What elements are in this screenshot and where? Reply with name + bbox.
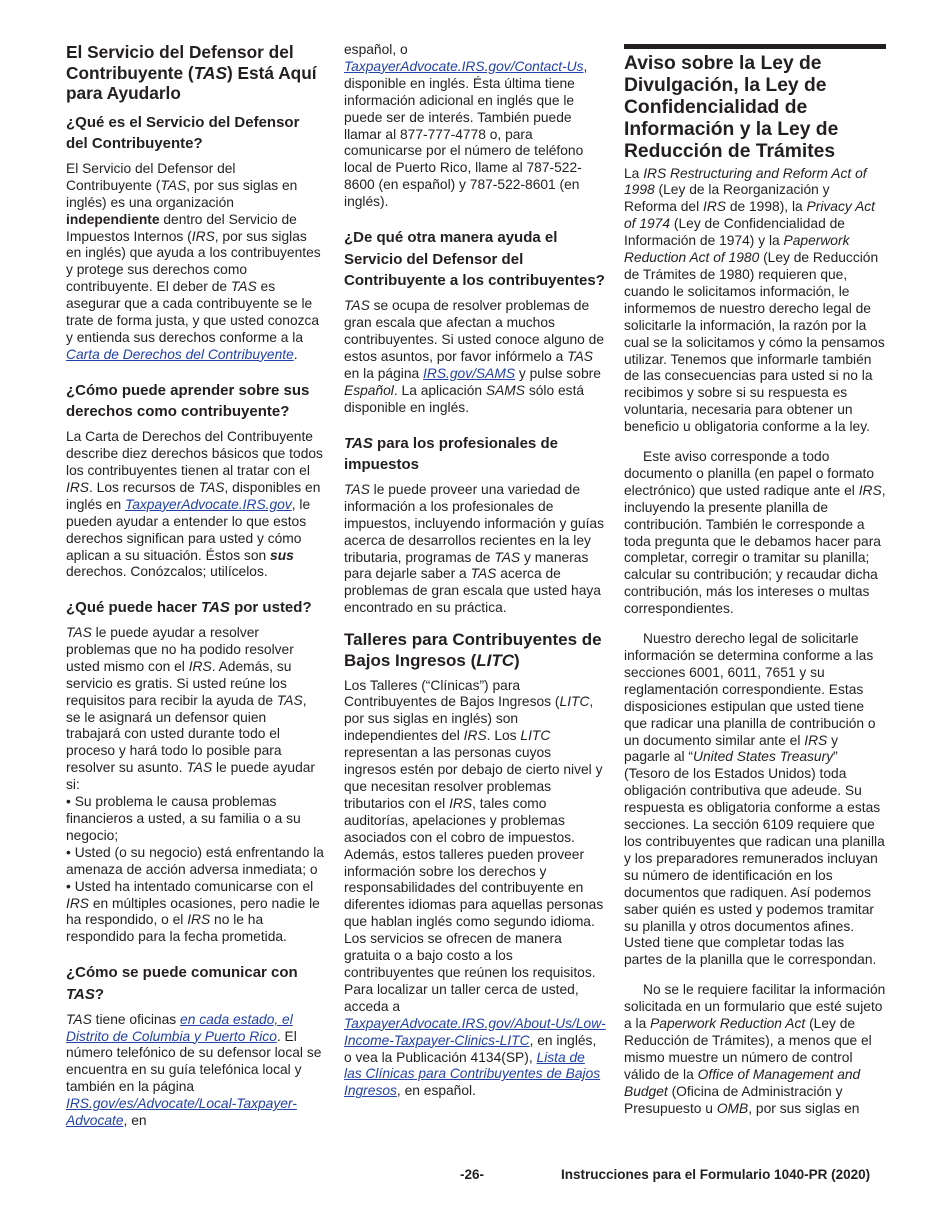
- heading-profesionales: TAS para los profesionales de impuestos: [344, 434, 558, 474]
- column-left: [66, 42, 324, 1130]
- paragraph-contacto-continuacion: español, o TaxpayerAdvocate.IRS.gov/Contact-Us, disponible en inglés. Ésta última tiene información adicional en inglés que le puede ser de interés. También puede llamar al 877-777-4778 o, para comunicarse por el número de teléfono local de Puerto Rico, llame al 787-522-8600 (en español) y 787-522-8601 (en inglés).: [344, 42, 588, 210]
- link-oficinas-estado[interactable]: en cada estado, el Distrito de Columbia y Puerto Rico: [66, 1011, 293, 1044]
- heading-que-es: ¿Qué es el Servicio del Defensor del Contribuyente?: [66, 113, 300, 153]
- paragraph-otra-manera: TAS se ocupa de resolver problemas de gran escala que afectan a muchos contribuyentes. Si usted conoce alguno de estos asuntos, por favor infórmelo a TAS en la página IRS.gov/SAMS y pulse sobre Español. La aplicación SAMS sólo está disponible en inglés.: [344, 298, 605, 415]
- link-local-taxpayer-advocate[interactable]: IRS.gov/es/Advocate/Local-Taxpayer-Advocate: [66, 1096, 297, 1129]
- section-title-aviso: Aviso sobre la Ley de Divulgación, la Ley de Confidencialidad de Información y la Ley de Reducción de Trámites: [624, 53, 839, 162]
- link-sams[interactable]: IRS.gov/SAMS: [423, 365, 516, 381]
- paragraph-como-aprender: La Carta de Derechos del Contribuyente describe diez derechos básicos que todos los contribuyentes tienen al tratar con el IRS. Los recursos de TAS, disponibles en inglés en TaxpayerAdvocate.IRS.gov, le pueden ayudar a entender lo que estos derechos significan para usted y cómo aplican a su situación. Éstos son sus derechos. Conózcalos; utilícelos.: [66, 429, 323, 580]
- paragraph-aviso-3: Nuestro derecho legal de solicitarle información se determina conforme a las secciones 6001, 6011, 7651 y su reglamentación correspondiente. Estas disposiciones estipulan que usted tiene que radicar una planilla de contribución o un documento similar ante el IRS y pagarle al “United States Treasury” (Tesoro de los Estados Unidos) toda obligación contributiva que adeude. Su respuesta es obligatoria conforme a estas secciones. La sección 6109 requiere que los contribuyentes que radican una planilla y los preparadores remunerados incluyan su número de identificación en los documentos que radiquen. Así podemos saber quién es usted y podemos tramitar su planilla y otros documentos afines. Usted tiene que completar todas las partes de la planilla que le correspondan.: [624, 631, 885, 968]
- page-number: -26-: [460, 1167, 485, 1182]
- link-contact-us[interactable]: TaxpayerAdvocate.IRS.gov/Contact-Us: [344, 58, 584, 74]
- paragraph-que-es: El Servicio del Defensor del Contribuyente (TAS, por sus siglas en inglés) es una organización independiente dentro del Servicio de Impuestos Internos (IRS, por sus siglas en inglés) que ayuda a los contribuyentes y protege sus derechos como contribuyente. El deber de TAS es asegurar que a cada contribuyente se le trate de forma justa, y que usted conozca y entienda sus derechos conforme a la Carta de Derechos del Contribuyente.: [66, 160, 321, 362]
- heading-comunicar: ¿Cómo se puede comunicar con TAS?: [66, 964, 298, 1003]
- link-carta-derechos[interactable]: Carta de Derechos del Contribuyente: [66, 346, 294, 362]
- column-middle: [344, 42, 606, 1100]
- paragraph-profesionales: TAS le puede proveer una variedad de información a los profesionales de impuestos, incluyendo información y guías acerca de desarrollos recientes en la ley tributaria, programas de TAS y maneras para dejarle saber a TAS acerca de problemas de gran escala que usted haya encontrado en su práctica.: [344, 481, 604, 616]
- heading-litc: Talleres para Contribuyentes de Bajos Ingresos (LITC): [344, 630, 602, 670]
- column-right: [624, 42, 886, 1117]
- heading-que-puede-hacer: ¿Qué puede hacer TAS por usted?: [66, 599, 312, 617]
- paragraph-comunicar: TAS tiene oficinas en cada estado, el Distrito de Columbia y Puerto Rico. El número telefónico de su defensor local se encuentra en su guía telefónica local y también en la página IRS.gov/es/Advocate/Local-Taxpayer-Advocate, en: [66, 1011, 322, 1129]
- link-taxpayer-advocate[interactable]: TaxpayerAdvocate.IRS.gov: [125, 496, 292, 512]
- footer-title: Instrucciones para el Formulario 1040-PR (2020): [561, 1167, 871, 1182]
- heading-otra-manera: ¿De qué otra manera ayuda el Servicio del Defensor del Contribuyente a los contribuyentes?: [344, 229, 605, 290]
- heading-como-aprender: ¿Cómo puede aprender sobre sus derechos como contribuyente?: [66, 381, 310, 421]
- section-title-tas: El Servicio del Defensor del Contribuyente (TAS) Está Aquí para Ayudarlo: [66, 42, 317, 103]
- paragraph-litc: Los Talleres (“Clínicas”) para Contribuyentes de Bajos Ingresos (LITC, por sus siglas en inglés) son independientes del IRS. Los LITC representan a las personas cuyos ingresos estén por debajo de cierto nivel y que necesitan resolver problemas tributarios con el IRS, tales como auditorías, apelaciones y problemas asociados con el cobro de impuestos. Además, estos talleres pueden proveer información sobre los derechos y responsabilidades del contribuyente en diferentes idiomas para aquellas personas que hablan inglés como segundo idioma. Los servicios se ofrecen de manera gratuita o a bajo costo a los contribuyentes que reúnen los requisitos. Para localizar un taller cerca de usted, acceda a TaxpayerAdvocate.IRS.gov/About-Us/Low-Income-Taxpayer-Clinics-LITC, en inglés, o vea la Publicación 4134(SP), Lista de las Clínicas para Contribuyentes de Bajos Ingresos, en español.: [344, 677, 606, 1099]
- paragraph-que-puede-hacer: TAS le puede ayudar a resolver problemas que no ha podido resolver usted mismo con el IRS. Además, su servicio es gratis. Si usted reúne los requisitos para recibir la ayuda de TAS, se le asignará un defensor quien trabajará con usted durante todo el proceso y hará todo lo posible para resolver su asunto. TAS le puede ayudar si:: [66, 625, 316, 793]
- bullet-item: • Usted ha intentado comunicarse con el IRS en múltiples ocasiones, pero nadie le ha respondido, o el IRS no le ha respondido para la fecha prometida.: [66, 878, 320, 945]
- paragraph-aviso-2: Este aviso corresponde a todo documento o planilla (en papel o formato electrónico) que usted radique ante el IRS, incluyendo la presente planilla de contribución. También le corresponde a toda pregunta que le debamos hacer para completar, corregir o tramitar su planilla; calcular su contribución; y recaudar dicha contribución, más los intereses o multas correspondientes.: [624, 449, 886, 617]
- bullet-item: • Usted (o su negocio) está enfrentando la amenaza de acción adversa inmediata; o: [66, 844, 324, 877]
- bullet-icon: •: [66, 794, 71, 810]
- link-lista-clinicas[interactable]: Lista de las Clínicas para Contribuyentes de Bajos Ingresos: [344, 1049, 601, 1099]
- paragraph-aviso-4: No se le requiere facilitar la información solicitada en un formulario que esté sujeto a la Paperwork Reduction Act (Ley de Reducción de Trámites), a menos que el mismo muestre un número de control válido de la Office of Management and Budget (Oficina de Administración y Presupuesto u OMB, por sus siglas en: [624, 982, 886, 1116]
- bullet-item: • Su problema le causa problemas financieros a usted, a su familia o a su negocio;: [66, 794, 301, 843]
- paragraph-aviso-1: La IRS Restructuring and Reform Act of 1998 (Ley de la Reorganización y Reforma del IRS de 1998), la Privacy Act of 1974 (Ley de Confidencialidad de Información de 1974) y la Paperwork Reduction Act of 1980 (Ley de Reducción de Trámites de 1980) requieren que, cuando le solicitamos información, le informemos de nuestro derecho legal de solicitarle la información, la razón por la cual se la solicitamos y cómo la pensamos utilizar. Tenemos que informarle también de las consecuencias para usted si no la recibimos y sobre si su respuesta es voluntaria, necesaria para obtener un beneficio u obligatoria conforme a la ley.: [624, 165, 885, 435]
- bullet-icon: •: [66, 878, 71, 894]
- bullet-icon: •: [66, 844, 71, 860]
- link-litc[interactable]: TaxpayerAdvocate.IRS.gov/About-Us/Low-Income-Taxpayer-Clinics-LITC: [344, 1015, 606, 1048]
